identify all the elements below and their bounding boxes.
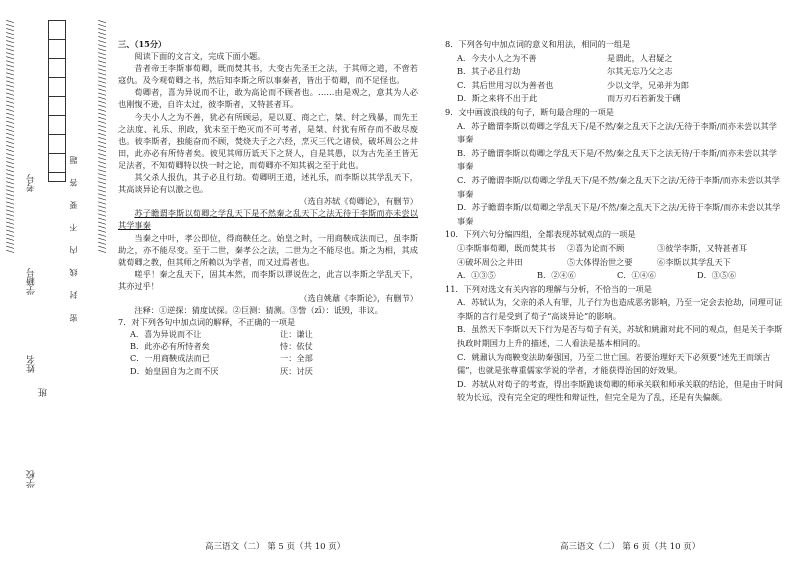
q9-option-c: C．苏子瞻谓李斯/以荀卿之学乱天下/是不然/秦之乱天下之法/无待于李斯/而亦未尝以其学事秦 [457, 174, 780, 199]
q9-option-b: B．苏子瞻谓李斯以荀卿之学乱天下是/不然/秦之乱天下之法无待/于李斯/而亦未尝以其学事秦 [457, 147, 777, 172]
q7-option-d: D．始皇固自为之而不厌 厌：讨厌 [130, 365, 313, 376]
seal-line-text: 密 封 线 内 不 要 答 题 [69, 150, 78, 322]
q11-option-b: B．虽然天下李斯以天下行为是否与荀子有关，苏轼和姚鼐对此不同的观点，但是关于李斯执政时期国力上升的描述，二人看法是基本相同的。 [457, 324, 783, 349]
q10-stem: 10．下列六句分编四组，全都表现苏轼观点的一项是 [445, 229, 636, 240]
name-label: 姓名 [27, 355, 37, 373]
source-2: （选自姚鼐《李斯论》，有删节） [299, 292, 418, 303]
passage-para-2: 荀卿者，喜为异说而不让，敢为高论而不顾者也。……由是观之，意其为人必也刚愎不逊，自许太过，彼李斯者，又特甚者耳。 [118, 87, 418, 110]
passage-para-4: 其父杀人报仇，其子必且行劫。荀卿明王道，述礼乐，而李斯以其学乱天下，其高谈异论有以激之也。 [118, 172, 418, 195]
q11-option-d: D．苏轼从对荀子的考查，得出李斯跪谈荀卿的师承关联和师承关联的结论，但是由于时间较为长远，没有完全定的理性和辩证性，但完全是为了乱，还是有失偏颇。 [457, 378, 783, 403]
q8-option-c: C．其后世用习以为善者也 少以文学，兄弟并为郎 [457, 79, 689, 90]
binding-dash-inner: ////////////////////////////////////////////////////////// [96, 20, 106, 254]
q11-option-c: C．姚鼐认为商鞅变法助秦强国，乃至二世亡国。若要治理好天下必须要“述先王而颂古儒”，也就是张尊重儒家学说的学者，才能获得治国的好效果。 [457, 351, 771, 376]
q8-option-a: A．今夫小人之为不善 是谓此，人君疑之 [457, 52, 673, 63]
passage2-para-2: 嗟乎！秦之乱天下，固其本然，而李斯以谬说佐之，此言以李斯之学乱天下，其亦过乎！ [118, 268, 418, 291]
right-footer: 高三语文（二） 第 6 页（共 10 页） [560, 542, 701, 552]
passage2-para-1: 当秦之中叶，孝公即位，得商鞅任之。始皇之时，一用商鞅成法而已，虽李斯助之，亦不能尽变。至于二世，秦孝公之法，二世为之不能尽也。斯之为相，其成就荀卿之教，但其师之所赖以为学者，而又过焉者也。 [118, 232, 418, 267]
left-page [118, 38, 418, 377]
q8-option-b: B．其子必且行劫 尔其无忘乃父之志 [457, 66, 673, 77]
q10-options: A．①③⑤ B．②④⑥ C．①④⑥ D．③⑤⑥ [457, 270, 737, 281]
class-label: 班 [39, 388, 49, 397]
q8-option-d: D．斯之来将不出于此 而万刃石若新发于硎 [457, 93, 681, 104]
q9-option-d: D．苏子瞻谓李斯/以荀卿之学乱天下是/不然/秦之乱天下之法/无待于李斯/而亦未尝以其学事秦 [457, 202, 781, 226]
binding-strip [0, 0, 110, 561]
right-page [445, 38, 785, 405]
q7-stem: 7．对下列各句中加点词的解释，不正确的一项是 [118, 317, 296, 328]
q10-items-row-1: ①李斯事荀卿，既而焚其书 ②喜为论而不顾 ③彼学李斯，又特甚者耳 [457, 242, 748, 253]
source-1: （选自苏轼《荀卿论》，有删节） [299, 196, 418, 207]
school-label: 学校 [27, 470, 37, 488]
q11-stem: 11．下列对选文有关内容的理解与分析，不恰当的一项是 [445, 283, 652, 294]
q7-option-a: A．喜为异说而不让 让：谦让 [130, 329, 313, 340]
q11-option-a: A．苏轼认为，父亲的杀人有罪，儿子行为也造成恶劣影响，乃至一定会去抢劫，同理可证李斯的言行是受到了荀子“高谈异论”的影响。 [457, 297, 783, 321]
annotations: 注释：①逆探：猜度试探。②巨测：猜测。③訾（zī）：诋毁，非议。 [134, 305, 383, 316]
passage-para-1: 昔者帝王李斯事荀卿，既而焚其书，大变古先圣王之法，于其师之道，不啻若寇仇。及今观荀卿之书，然后知李斯之所以事秦者，皆出于荀卿，而不足怪也。 [118, 63, 418, 86]
q7-option-b: B．此亦必有所恃者矣 恃：依仗 [130, 341, 313, 352]
section-heading: 三、（15分） [118, 39, 167, 49]
left-footer: 高三语文（二） 第 5 页（共 10 页） [205, 542, 346, 552]
exam-no-label: 学籍号 [27, 268, 37, 295]
seat-no-label: 考号 [27, 174, 37, 192]
exam-number-grid [48, 20, 66, 182]
q10-items-row-2: ④破坏周公之井田 ⑤大体得治世之要 ⑥李斯以其学乱天下 [457, 256, 731, 267]
q7-option-c: C．一用商鞅成法而已 一：全部 [130, 353, 313, 364]
q9-stem: 9．文中画波浪线的句子，断句最合理的一项是 [445, 106, 614, 117]
q8-stem: 8．下列各句中加点词的意义和用法，相同的一组是 [445, 39, 631, 49]
q9-option-a: A．苏子瞻谓李斯以荀卿之学乱天下/是不然/秦之乱天下之法/无待于李斯/而亦未尝以其学事秦 [457, 120, 777, 145]
wavy-line-sentence: 苏子瞻谓李斯以荀卿之学乱天下是不然秦之乱天下之法无待于李斯而亦未尝以其学事秦 [118, 208, 418, 231]
intro: 阅读下面的文言文，完成下面小题。 [134, 51, 266, 62]
passage-para-3: 今夫小人之为不善，犹必有所顾忌，是以夏、商之亡，桀、纣之残暴，而先王之法度、礼乐、刑政，犹未至于绝灭而不可考者，是桀、纣犹有所存而不敢尽废也。彼李斯者，独能奋而不顾，焚烧夫子之六经，烹灭三代之诸侯，破坏周公之井田，此亦必有所恃者矣。彼见其师历诋天下之贤人，自是其愚，以为古先圣王皆无足法者，不知荀卿特以快一时之论，而荀卿亦不知其祸之至于此也。 [118, 111, 418, 170]
binding-dash-outer: ////////////////////////////////////////////////////////// [4, 20, 14, 254]
